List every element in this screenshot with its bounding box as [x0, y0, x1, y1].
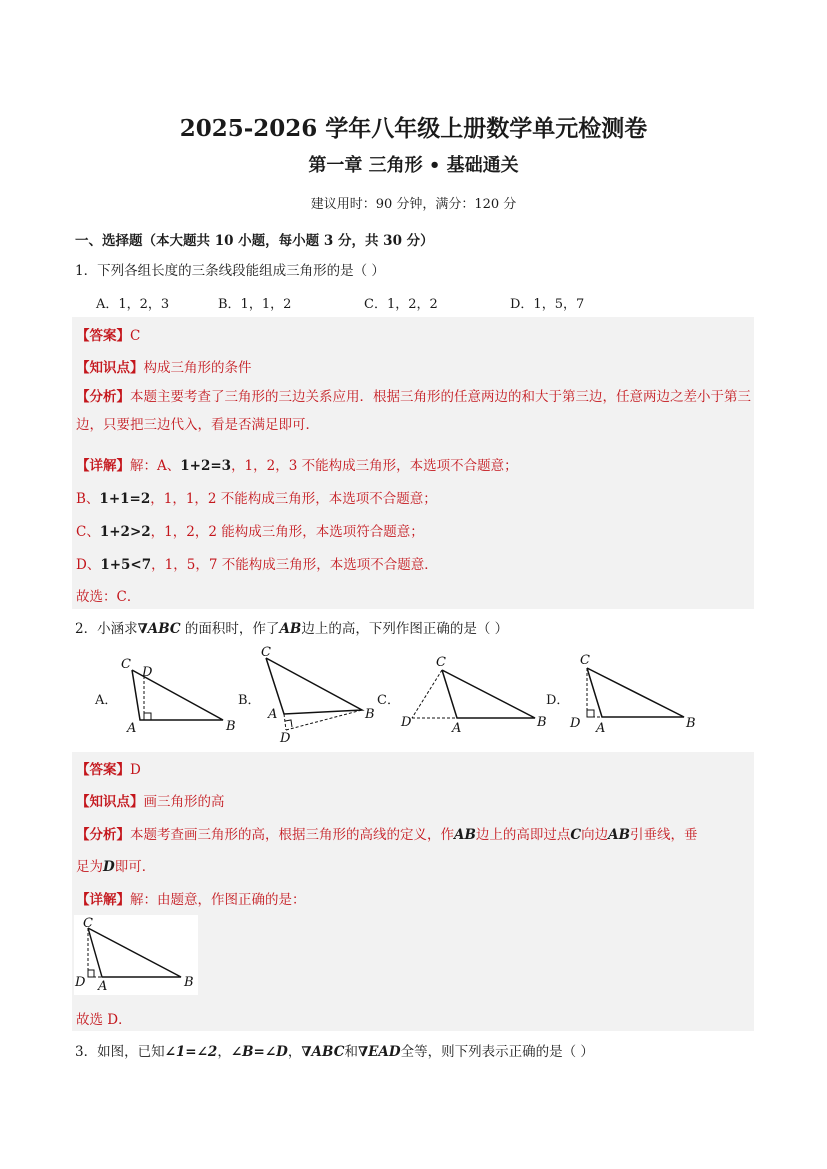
- detail-text: ，1，2，3 不能构成三角形，本选项不合题意；: [231, 458, 518, 474]
- q1-analysis: [76, 383, 752, 439]
- point-label-c: C: [580, 653, 590, 668]
- page-title: 2025-2026 学年八年级上册数学单元检测卷: [179, 115, 648, 142]
- q1-answer: [76, 324, 140, 344]
- q2-option-c-label: C．: [377, 693, 400, 708]
- math-expression: ∇ABC: [301, 1044, 345, 1060]
- page-subtitle: 第一章 三角形 • 基础通关: [308, 155, 519, 176]
- point-label-d: D: [401, 715, 412, 730]
- math-expression: ∠1=∠2: [164, 1044, 218, 1060]
- q1-knowledge: [76, 356, 252, 376]
- analysis-tag: 【分析】: [76, 389, 130, 405]
- math-expression: D: [103, 859, 115, 875]
- q1-detail-line-3: [76, 520, 424, 540]
- q2-answer-figure: [74, 915, 198, 995]
- q1-detail-line-1: [76, 454, 518, 474]
- q1-option-a: A．1，2，3: [96, 297, 170, 312]
- point-label-b: B: [184, 975, 194, 990]
- stem-text: 的面积时，作了: [180, 621, 280, 637]
- answer-tag: 【答案】: [76, 328, 130, 344]
- q2-figure-b: [252, 642, 382, 747]
- analysis-text: 边上的高即过点: [475, 827, 571, 843]
- math-expression: ∇EAD: [357, 1044, 401, 1060]
- q1-detail-line-2: [76, 487, 437, 507]
- point-label-b: B: [686, 716, 696, 731]
- math-expression: C: [570, 827, 582, 843]
- knowledge-value: 画三角形的高: [143, 794, 225, 810]
- stem-text: 全等，则下列表示正确的是（ ）: [400, 1044, 594, 1060]
- analysis-text: 引垂线，垂: [630, 827, 698, 843]
- math-expression: AB: [279, 621, 302, 637]
- stem-text: 边上的高，下列作图正确的是（ ）: [301, 621, 509, 637]
- knowledge-tag: 【知识点】: [76, 360, 144, 376]
- q3-stem: [75, 1040, 594, 1060]
- stem-text: ，: [217, 1044, 231, 1060]
- detail-text: ，1，5，7 不能构成三角形，本选项不合题意．: [151, 557, 438, 573]
- q1-option-b: B．1，1，2: [218, 297, 292, 312]
- q2-analysis-line-2: [76, 855, 155, 875]
- q2-figure-d: [565, 650, 705, 735]
- analysis-text: 足为: [76, 859, 103, 875]
- point-label-a: A: [127, 721, 137, 736]
- point-label-c: C: [436, 655, 446, 670]
- q2-figure-c: [395, 652, 550, 737]
- detail-text: 解：由题意，作图正确的是：: [130, 892, 306, 908]
- detail-text: D、: [76, 557, 101, 573]
- q2-option-a-label: A．: [95, 693, 118, 708]
- detail-text: C、: [76, 524, 100, 540]
- analysis-text: 向边: [581, 827, 609, 843]
- point-label-a: A: [98, 979, 108, 994]
- point-label-d: D: [142, 665, 153, 680]
- q2-conclusion: 故选 D．: [76, 1012, 132, 1028]
- point-label-b: B: [226, 719, 236, 734]
- detail-tag: 【详解】: [76, 458, 130, 474]
- q2-stem: [75, 617, 508, 637]
- answer-tag: 【答案】: [76, 762, 130, 778]
- point-label-d: D: [570, 716, 581, 731]
- answer-value: D: [130, 762, 141, 778]
- math-expression: ∇ABC: [137, 621, 181, 637]
- exam-meta: 建议用时：90 分钟，满分：120 分: [310, 197, 517, 212]
- q1-option-d: D．1，5，7: [510, 297, 585, 312]
- q1-conclusion: 故选：C．: [76, 589, 141, 605]
- point-label-c: C: [261, 645, 271, 660]
- analysis-text: 本题主要考查了三角形的三边关系应用．根据三角形的任意两边的和大于第三边，任意两边之差小于第三边，只要把三边代入，看是否满足即可．: [76, 389, 751, 433]
- point-label-b: B: [365, 707, 375, 722]
- math-expression: 1+1=2: [99, 491, 151, 507]
- stem-text: 和: [344, 1044, 358, 1060]
- point-label-c: C: [121, 657, 131, 672]
- point-label-c: C: [83, 916, 93, 931]
- q2-answer: [76, 758, 141, 778]
- math-expression: ∠B=∠D: [230, 1044, 288, 1060]
- math-expression: AB: [454, 827, 476, 843]
- analysis-tag: 【分析】: [76, 827, 130, 843]
- stem-text: 2．小涵求: [75, 621, 138, 637]
- detail-text: ，1，2，2 能构成三角形，本选项符合题意；: [150, 524, 424, 540]
- knowledge-tag: 【知识点】: [76, 794, 144, 810]
- point-label-a: A: [452, 721, 462, 736]
- math-expression: 1+2=3: [180, 458, 232, 474]
- point-label-d: D: [75, 975, 86, 990]
- q2-detail: [76, 888, 306, 908]
- point-label-a: A: [268, 707, 278, 722]
- math-expression: 1+5<7: [100, 557, 152, 573]
- point-label-a: A: [596, 721, 606, 735]
- analysis-text: 即可．: [114, 859, 156, 875]
- section-heading: 一、选择题（本大题共 10 小题，每小题 3 分，共 30 分）: [75, 233, 434, 249]
- q1-stem: 1．下列各组长度的三条线段能组成三角形的是（ ）: [75, 263, 385, 279]
- q1-detail-line-4: [76, 553, 438, 573]
- stem-text: ，: [287, 1044, 302, 1060]
- q2-figure-a: [110, 652, 240, 737]
- q2-option-d-label: D．: [546, 693, 570, 708]
- point-label-d: D: [280, 731, 291, 746]
- detail-text: 解：A、: [130, 458, 181, 474]
- analysis-text: 本题考查画三角形的高，根据三角形的高线的定义，作: [130, 827, 454, 843]
- stem-text: 3．如图，已知: [75, 1044, 165, 1060]
- knowledge-value: 构成三角形的条件: [143, 360, 252, 376]
- math-expression: AB: [608, 827, 631, 843]
- q2-analysis-line-1: [76, 823, 698, 843]
- detail-text: ，1，1，2 不能构成三角形，本选项不合题意；: [150, 491, 437, 507]
- math-expression: 1+2>2: [99, 524, 151, 540]
- detail-tag: 【详解】: [76, 892, 130, 908]
- answer-value: C: [130, 328, 141, 344]
- point-label-b: B: [537, 715, 547, 730]
- q1-option-c: C．1，2，2: [364, 297, 438, 312]
- q2-option-b-label: B．: [238, 693, 261, 708]
- detail-text: B、: [76, 491, 100, 507]
- q2-knowledge: [76, 790, 225, 810]
